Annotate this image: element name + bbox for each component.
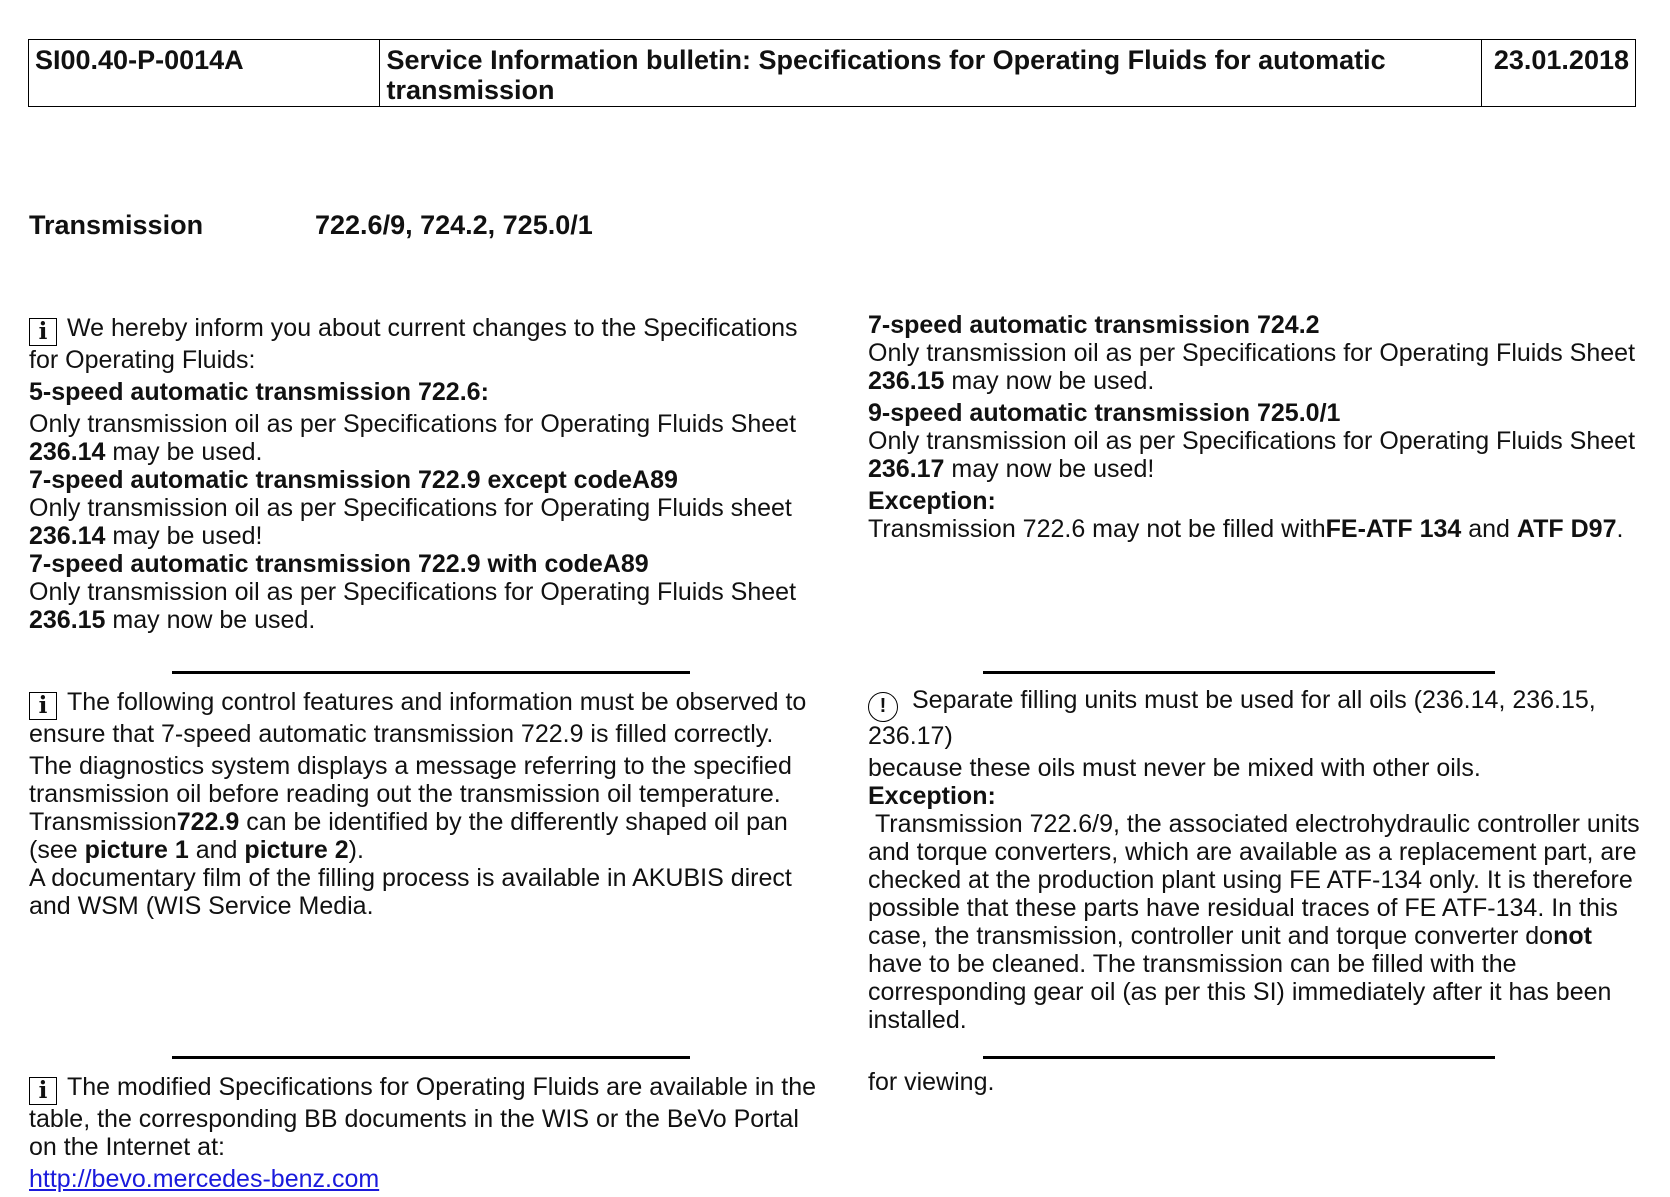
l2-p3f: picture 2 xyxy=(244,836,349,864)
l2-p3a: Transmission xyxy=(29,808,177,836)
divider xyxy=(983,1056,1495,1059)
l2-p3b: 722.9 xyxy=(176,808,240,836)
r-s2-text: Only transmission oil as per Specifications for Operating Fluids Sheet xyxy=(868,427,1636,455)
s2-heading: 7-speed automatic transmission 722.9 except codeA89 xyxy=(29,466,678,494)
s3-text: Only transmission oil as per Specifications for Operating Fluids Sheet xyxy=(29,578,797,606)
l2-p1: The following control features and information must be observed to ensure that 7-speed automatic transmission 722.9 is filled correctly. xyxy=(29,688,807,748)
divider xyxy=(983,671,1495,674)
r2-p3a: Transmission 722.6/9, the associated electrohydraulic controller units and torque converters, which are available as a replacement part, are checked at the production plant using FE ATF-134 only. It is therefore possible that these parts have residual traces of FE ATF-134. In this case, the transmission, controller unit and torque converter do xyxy=(868,810,1640,950)
s2-sheet: 236.14 xyxy=(29,522,106,550)
info-icon: i xyxy=(29,318,57,346)
header-table xyxy=(28,39,1636,107)
r-exc-b2: ATF D97 xyxy=(1516,515,1617,543)
r-exc-b1: FE-ATF 134 xyxy=(1325,515,1462,543)
l2-p3c: can be identified by the differently shaped oil pan (see xyxy=(29,808,788,864)
r-s2-heading: 9-speed automatic transmission 725.0/1 xyxy=(868,399,1341,427)
r2-p3c: have to be cleaned. The transmission can be filled with the corresponding gear oil (as per this SI) immediately after it has been installed. xyxy=(868,950,1612,1034)
bevo-link[interactable]: http://bevo.mercedes-benz.com xyxy=(29,1165,380,1193)
r2-p1: Separate filling units must be used for all oils (236.14, 236.15, 236.17) xyxy=(868,686,1596,750)
s2-tail: may be used! xyxy=(112,522,263,550)
l2-p4: A documentary film of the filling process is available in AKUBIS direct and WSM (WIS Service Media. xyxy=(29,864,792,920)
doc-title: Service Information bulletin: Specifications for Operating Fluids for automatic transmission xyxy=(380,40,1481,106)
divider xyxy=(172,671,690,674)
r-s2-sheet: 236.17 xyxy=(868,455,945,483)
l2-p3g: ). xyxy=(348,836,364,864)
s1-sheet: 236.14 xyxy=(29,438,106,466)
section-1-left xyxy=(29,314,819,634)
r-exc-text: Transmission 722.6 may not be filled with xyxy=(868,515,1326,543)
section-2-right xyxy=(868,686,1648,1034)
r-s1-heading: 7-speed automatic transmission 724.2 xyxy=(868,311,1320,339)
r-s1-tail: may now be used. xyxy=(951,367,1155,395)
l2-p3d: picture 1 xyxy=(84,836,189,864)
r-s1-sheet: 236.15 xyxy=(868,367,945,395)
r-exc-end: . xyxy=(1616,515,1624,543)
r-s1-text: Only transmission oil as per Specifications for Operating Fluids Sheet xyxy=(868,339,1636,367)
s1-tail: may be used. xyxy=(112,438,263,466)
s3-tail: may now be used. xyxy=(112,606,316,634)
doc-id: SI00.40-P-0014A xyxy=(29,40,380,106)
r2-p3b: not xyxy=(1553,922,1592,950)
s1-heading: 5-speed automatic transmission 722.6: xyxy=(29,378,489,406)
intro-text: We hereby inform you about current changes to the Specifications for Operating Fluids: xyxy=(29,314,798,374)
section-2-left xyxy=(29,688,819,920)
s2-text: Only transmission oil as per Specifications for Operating Fluids sheet xyxy=(29,494,792,522)
l3-p1: The modified Specifications for Operating Fluids are available in the table, the corresponding BB documents in the WIS or the BeVo Portal on the Internet at: xyxy=(29,1073,817,1161)
r-exc-and: and xyxy=(1468,515,1510,543)
r-exception-heading: Exception: xyxy=(868,487,996,515)
r2-p2: because these oils must never be mixed with other oils. xyxy=(868,754,1481,782)
section-1-right xyxy=(868,311,1648,543)
l2-p3e: and xyxy=(195,836,238,864)
info-icon: i xyxy=(29,1077,57,1105)
note-icon: ! xyxy=(868,692,898,722)
r2-exception-heading: Exception: xyxy=(868,782,996,810)
l2-p2: The diagnostics system displays a message referring to the specified transmission oil before reading out the transmission oil temperature. xyxy=(29,752,792,808)
section-3-left xyxy=(29,1073,819,1193)
section-3-right xyxy=(868,1068,1648,1096)
divider xyxy=(172,1056,690,1059)
info-icon: i xyxy=(29,692,57,720)
r3-p1: for viewing. xyxy=(868,1068,995,1096)
s3-heading: 7-speed automatic transmission 722.9 with codeA89 xyxy=(29,550,649,578)
s3-sheet: 236.15 xyxy=(29,606,106,634)
transmission-label: Transmission xyxy=(29,210,204,240)
transmission-value: 722.6/9, 724.2, 725.0/1 xyxy=(315,210,593,240)
r-s2-tail: may now be used! xyxy=(951,455,1155,483)
doc-date: 23.01.2018 xyxy=(1493,45,1629,75)
s1-text: Only transmission oil as per Specifications for Operating Fluids Sheet xyxy=(29,410,797,438)
